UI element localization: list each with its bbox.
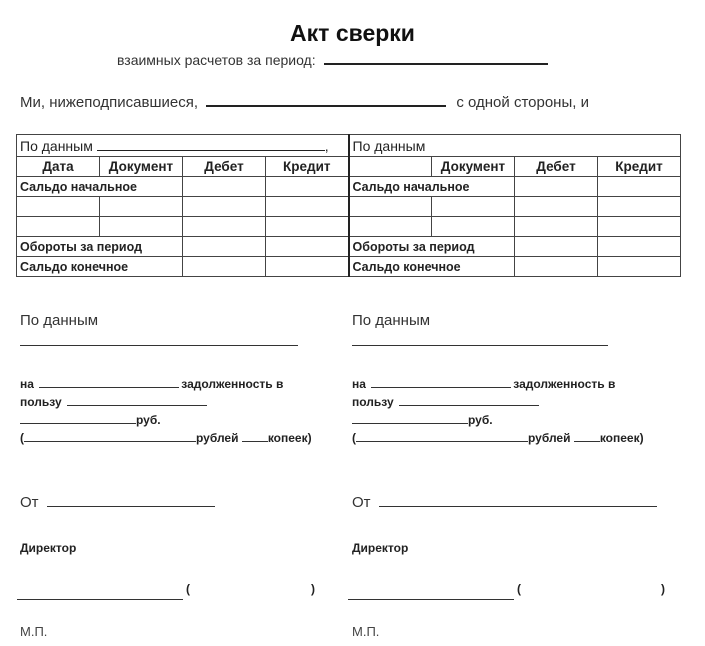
left-sig-close: ) — [311, 582, 315, 596]
right-from-label: От — [352, 494, 371, 511]
table-cell[interactable] — [349, 217, 432, 237]
parties-prefix: Ми, нижеподписавшиеся, — [20, 94, 198, 111]
document-title: Акт сверки — [290, 20, 415, 46]
table-cell[interactable] — [266, 177, 349, 197]
table-cell[interactable] — [100, 197, 183, 217]
left-source-comma: , — [324, 137, 329, 154]
turnover-right: Обороты за период — [349, 237, 515, 257]
left-kopecks-blank[interactable] — [242, 440, 268, 442]
left-debt-line-4 — [20, 431, 312, 445]
closing-balance-left: Сальдо конечное — [17, 257, 183, 277]
table-row-opening — [17, 177, 681, 197]
table-cell[interactable] — [349, 197, 432, 217]
period-label: взаимных расчетов за период: — [117, 52, 316, 68]
table-row — [17, 217, 681, 237]
right-debt-line-3 — [352, 413, 493, 427]
right-kopecks-blank[interactable] — [574, 440, 600, 442]
table-cell[interactable] — [515, 237, 598, 257]
left-debt-date-blank[interactable] — [39, 386, 179, 388]
left-paren-open: ( — [20, 431, 24, 445]
table-cell[interactable] — [598, 217, 681, 237]
table-cell[interactable] — [17, 197, 100, 217]
right-debt-text: задолженность в — [513, 377, 616, 391]
left-kopecks-label: копеек) — [267, 431, 312, 445]
closing-balance-right: Сальдо конечное — [349, 257, 515, 277]
left-favor-blank[interactable] — [67, 404, 207, 406]
right-favor-label: пользу — [352, 395, 394, 409]
table-header-row — [17, 135, 681, 157]
right-words-blank[interactable] — [356, 440, 528, 442]
left-signature-blank[interactable] — [17, 598, 183, 600]
table-cell[interactable] — [183, 197, 266, 217]
opening-balance-right: Сальдо начальное — [349, 177, 515, 197]
table-cell[interactable] — [183, 257, 266, 277]
right-source-label: По данным — [352, 137, 426, 154]
right-debt-on: на — [352, 377, 366, 391]
table-columns-row — [17, 157, 681, 177]
table-cell[interactable] — [266, 197, 349, 217]
period-line — [117, 52, 548, 68]
table-cell[interactable] — [598, 237, 681, 257]
right-rub-label: руб. — [468, 413, 493, 427]
turnover-left: Обороты за период — [17, 237, 183, 257]
left-stamp-label: М.П. — [20, 624, 48, 639]
table-cell[interactable] — [598, 197, 681, 217]
col-debit-left: Дебет — [183, 157, 266, 177]
right-debt-line-4 — [352, 431, 644, 445]
col-credit-left: Кредит — [266, 157, 349, 177]
col-date-left: Дата — [17, 157, 100, 177]
table-cell[interactable] — [266, 257, 349, 277]
left-debt-line-3 — [20, 413, 161, 427]
table-cell[interactable] — [183, 177, 266, 197]
left-from-blank[interactable] — [47, 505, 215, 507]
period-blank[interactable] — [324, 63, 548, 65]
col-credit-right: Кредит — [598, 157, 681, 177]
left-debt-line-2 — [20, 395, 207, 409]
right-rubles-label: рублей — [528, 431, 571, 445]
table-row — [17, 197, 681, 217]
left-director-label: Директор — [20, 541, 77, 555]
left-debt-line-1 — [20, 377, 283, 391]
table-cell[interactable] — [515, 257, 598, 277]
right-by-data-label: По данным — [352, 312, 431, 329]
left-source-blank[interactable] — [97, 150, 325, 151]
table-cell[interactable] — [432, 197, 515, 217]
left-rubles-label: рублей — [196, 431, 239, 445]
left-debt-text: задолженность в — [181, 377, 284, 391]
table-cell[interactable] — [598, 177, 681, 197]
parties-line — [20, 94, 589, 111]
col-debit-right: Дебет — [515, 157, 598, 177]
col-document-left: Документ — [100, 157, 183, 177]
right-source-cell — [349, 135, 681, 157]
right-kopecks-label: копеек) — [599, 431, 644, 445]
left-source-cell — [17, 135, 349, 157]
table-row-turnover — [17, 237, 681, 257]
parties-suffix: с одной стороны, и — [456, 94, 589, 111]
left-by-data-blank[interactable] — [20, 344, 298, 346]
right-debt-line-1 — [352, 377, 615, 391]
right-debt-date-blank[interactable] — [371, 386, 511, 388]
left-words-blank[interactable] — [24, 440, 196, 442]
party-one-blank[interactable] — [206, 105, 446, 107]
left-sig-open: ( — [186, 582, 190, 596]
right-sig-close: ) — [661, 582, 665, 596]
table-cell[interactable] — [183, 237, 266, 257]
left-from-line — [20, 494, 215, 511]
table-cell[interactable] — [432, 217, 515, 237]
table-cell[interactable] — [515, 217, 598, 237]
table-cell[interactable] — [266, 217, 349, 237]
col-document-right: Документ — [432, 157, 515, 177]
table-cell[interactable] — [515, 177, 598, 197]
left-from-label: От — [20, 494, 39, 511]
right-director-label: Директор — [352, 541, 409, 555]
right-signature-blank[interactable] — [348, 598, 514, 600]
right-stamp-label: М.П. — [352, 624, 380, 639]
table-cell[interactable] — [266, 237, 349, 257]
left-source-label: По данным — [20, 137, 93, 154]
table-cell[interactable] — [598, 257, 681, 277]
right-from-line — [352, 494, 657, 511]
col-date-right — [349, 157, 432, 177]
left-debt-on: на — [20, 377, 34, 391]
left-rub-label: руб. — [136, 413, 161, 427]
right-debt-line-2 — [352, 395, 539, 409]
table-cell[interactable] — [183, 217, 266, 237]
reconciliation-table — [16, 134, 681, 277]
right-sig-open: ( — [517, 582, 521, 596]
table-cell[interactable] — [100, 217, 183, 237]
right-from-blank[interactable] — [379, 505, 657, 507]
right-paren-open: ( — [352, 431, 356, 445]
table-cell[interactable] — [17, 217, 100, 237]
left-amount-blank[interactable] — [20, 422, 136, 424]
left-by-data-label: По данным — [20, 312, 99, 329]
left-favor-label: пользу — [20, 395, 62, 409]
right-by-data-blank[interactable] — [352, 344, 608, 346]
right-favor-blank[interactable] — [399, 404, 539, 406]
opening-balance-left: Сальдо начальное — [17, 177, 183, 197]
table-row-closing — [17, 257, 681, 277]
right-amount-blank[interactable] — [352, 422, 468, 424]
table-cell[interactable] — [515, 197, 598, 217]
